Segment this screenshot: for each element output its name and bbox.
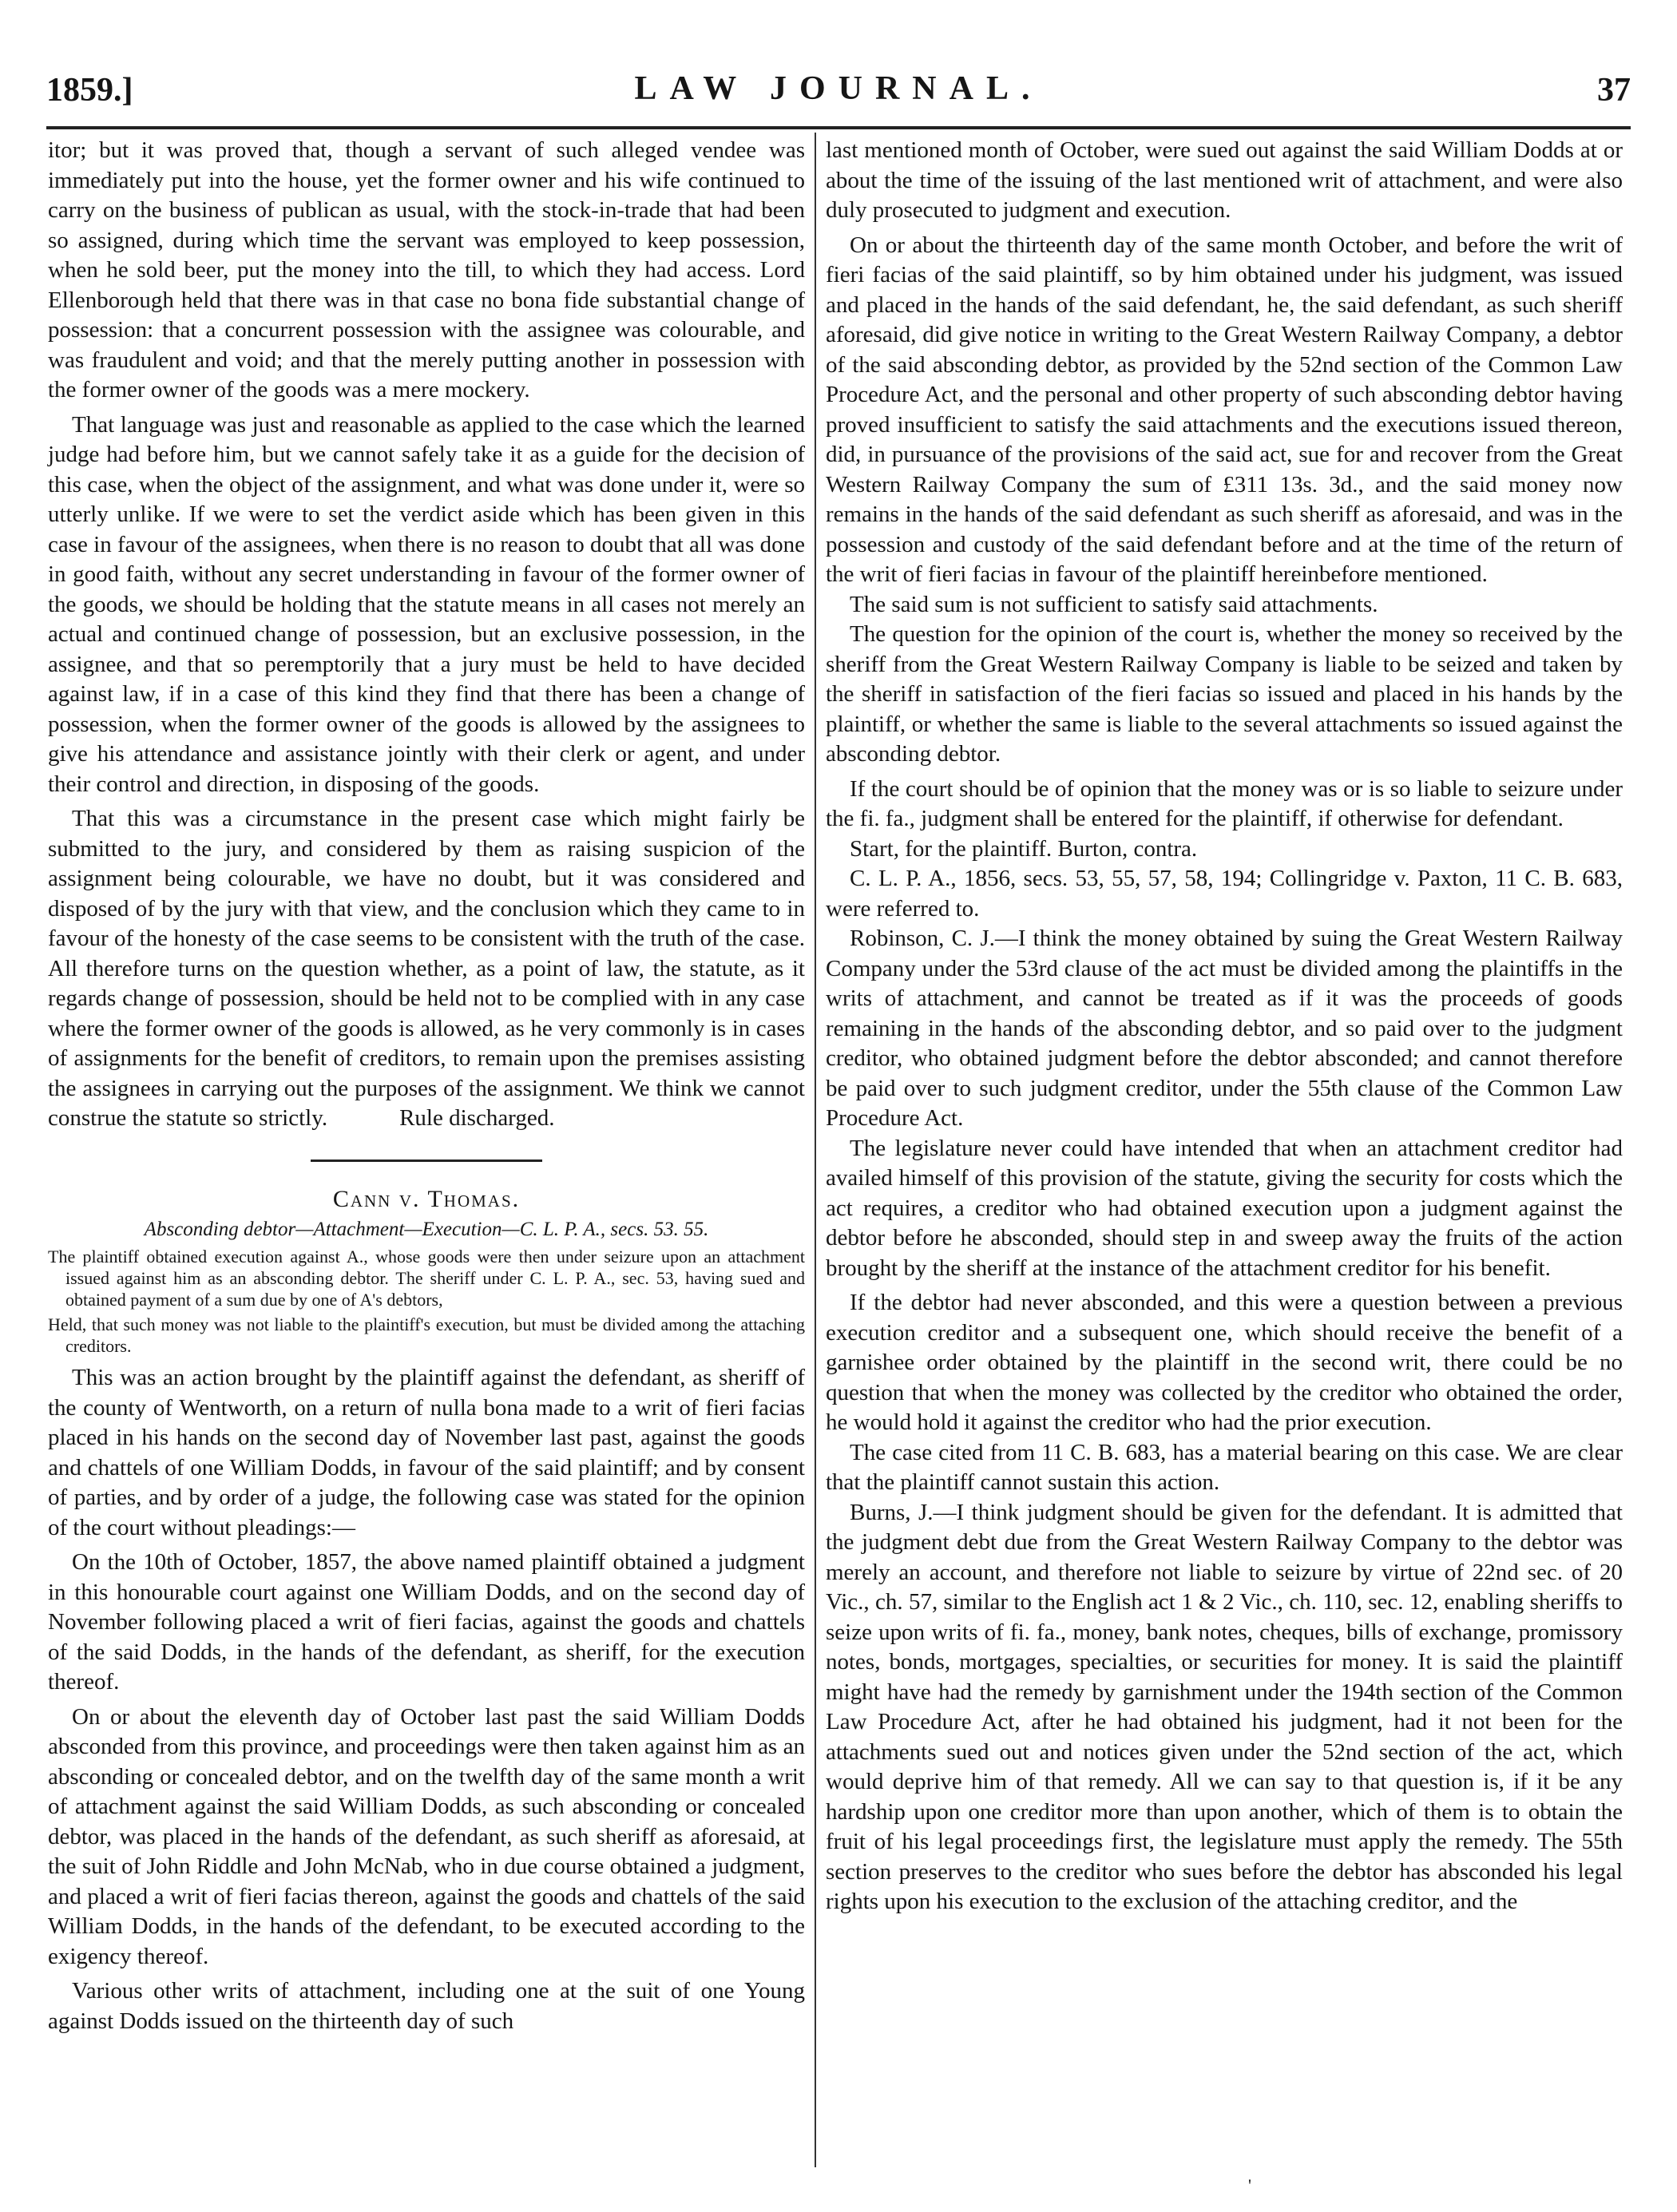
right-paragraph-11: The case cited from 11 C. B. 683, has a material bearing on this case. We are clear that the plaintiff cannot sustain this action. xyxy=(826,1439,1623,1495)
case-subject: Absconding debtor—Attachment—Execution—C. L. P. A., secs. 53. 55. xyxy=(144,1219,709,1240)
left-paragraph-6: On or about the eleventh day of October last past the said William Dodds absconded from this province, and proceedings were then taken against him as an absconding or concealed debtor, and on the twelfth day of the same month a writ of attachment against the said William Dodds, as such absconding or concealed debtor, was placed in the hands of the defendant, as such sheriff as aforesaid, at the suit of John Riddle and John McNab, who in due course obtained a judgment, and placed a writ of fieri facias thereon, against the goods and chattels of the said William Dodds, in the hands of the defendant, to be executed according to the exigency thereof. xyxy=(48,1703,805,1969)
left-paragraph-3-text: That this was a circumstance in the present case which might fairly be submitted to the jury, and considered by them as raising suspicion of the assignment being colourable, we have no doubt, but it was considered and disposed of by the jury with that view, and the conclusion which they came to in favour of the honesty of the case seems to be consistent with the truth of the case. All therefore turns on the question whether, as a point of law, the statute, as it regards change of possession, should be held not to be complied with in any case where the former owner of the goods is allowed, as he very commonly is in cases of assignments for the benefit of creditors, to remain upon the premises assisting the assignees in carrying out the purposes of the assignment. We think we cannot construe the statute so strictly. xyxy=(48,806,805,1131)
right-paragraph-2: On or about the thirteenth day of the same month October, and before the writ of fieri facias of the said plaintiff, so by him obtained under his judgment, was issued and placed in the hands of the said defendant, he, the said defendant, as such sheriff aforesaid, did give notice in writing to the Great Western Railway Company, a debtor of the said absconding debtor, as provided by the 52nd section of the Common Law Procedure Act, and the personal and other property of such absconding debtor having proved insufficient to satisfy the said attachments and the executions issued thereon, did, in pursuance of the provisions of the said act, sue for and recover from the Great Western Railway Company the sum of £311 13s. 3d., and the said money now remains in the hands of the said defendant as such sheriff as aforesaid, and was in the possession and custody of the said defendant before and at the time of the return of the writ of fieri facias in favour of the plaintiff hereinbefore mentioned. xyxy=(826,232,1623,587)
headnote-facts: The plaintiff obtained execution against A., whose goods were then under seizure upon an attachment issued against him as an absconding debtor. The sheriff under C. L. P. A., sec. 53, having sued and obtained payment of a sum due by one of A's debtors, xyxy=(48,1247,805,1310)
case-separator xyxy=(311,1160,542,1162)
right-paragraph-9: The legislature never could have intended that when an attachment creditor had availed himself of this provision of the statute, giving the security for costs which the act requires, a creditor who had obtained execution upon a judgment against the debtor before he absconded, should step in and sweep away the fruits of the action brought by the sheriff at the instance of the attachment creditor for his benefit. xyxy=(826,1135,1623,1281)
right-paragraph-7: C. L. P. A., 1856, secs. 53, 55, 57, 58, 194; Collingridge v. Paxton, 11 C. B. 683, were referred to. xyxy=(826,866,1623,922)
left-paragraph-3 xyxy=(48,804,805,1134)
right-column xyxy=(826,136,1623,1917)
right-paragraph-8: Robinson, C. J.—I think the money obtained by suing the Great Western Railway Company under the 53rd clause of the act must be divided among the plaintiffs in the writs of attachment, and cannot be treated as if it was the proceeds of goods remaining in the hands of the absconding debtor, and so paid over to the judgment creditor, who obtained judgment before the debtor absconded; and cannot therefore be paid over to such judgment creditor, under the 55th clause of the Common Law Procedure Act. xyxy=(826,926,1623,1131)
header-title: LAW JOURNAL. xyxy=(634,70,1043,107)
left-paragraph-5: On the 10th of October, 1857, the above named plaintiff obtained a judgment in this honourable court against one William Dodds, and on the second day of November following placed a writ of fieri facias, against the goods and chattels of the said Dodds, in the hands of the defendant, as sheriff, for the execution thereof. xyxy=(48,1549,805,1695)
footer-mark: ' xyxy=(1248,2175,1251,2195)
case-title: Cann v. Thomas. xyxy=(332,1185,521,1212)
left-paragraph-2: That language was just and reasonable as applied to the case which the learned judge had before him, but we cannot safely take it as a guide for the decision of this case, when the object of the assignment, and what was done under it, were so utterly unlike. If we were to set the verdict aside which has been given in this case in favour of the assignees, when there is no reason to doubt that all was done in good faith, without any secret understanding in favour of the former owner of the goods, we should be holding that the statute means in all cases not merely an actual and continued change of possession, but an exclusive possession, in the assignee, and that so peremptorily that a jury must be held to have decided against law, if in a case of this kind they find that there has been a change of possession, when the former owner of the goods is allowed by the assignees to give his attendance and assistance jointly with their clerk or agent, and under their control and direction, in disposing of the goods. xyxy=(48,411,805,797)
right-paragraph-3: The said sum is not sufficient to satisfy said attachments. xyxy=(850,591,1378,617)
left-column xyxy=(48,136,805,2036)
rule-discharged: Rule discharged. xyxy=(399,1105,555,1131)
left-paragraph-1: itor; but it was proved that, though a servant of such alleged vendee was immediately put into the house, yet the former owner and his wife continued to carry on the business of publican as usual, with the stock-in-trade that had been so assigned, during which time the servant was employed to keep possession, when he sold beer, put the money into the till, to which they had access. Lord Ellenborough held that there was in that case no bona fide substantial change of possession: that a concurrent possession with the assignee was colourable, and was fraudulent and void; and that the merely putting another in possession with the former owner of the goods was a mere mockery. xyxy=(48,137,805,402)
headnote-held: Held, that such money was not liable to the plaintiff's execution, but must be divided among the attaching creditors. xyxy=(48,1314,805,1356)
header-rule xyxy=(46,126,1631,129)
right-paragraph-12: Burns, J.—I think judgment should be given for the defendant. It is admitted that the judgment debt due from the Great Western Railway Company to the debtor was merely an account, and therefore not liable to seizure by virtue of 22nd sec. of 20 Vic., ch. 57, similar to the English act 1 & 2 Vic., ch. 110, sec. 12, enabling sheriffs to seize upon writs of fi. fa., money, bank notes, cheques, bills of exchange, promissory notes, bonds, mortgages, specialties, or securities for money. It is said the plaintiff might have had the remedy by garnishment under the 194th section of the Common Law Procedure Act, after he had obtained his judgment, had it not been for the attachments sued out and notices given under the 52nd section of the act, which would deprive him of that remedy. All we can say to that question is, if it be any hardship upon one creditor more than upon another, which of them is to obtain the fruit of his legal proceedings first, the legislature must apply the remedy. The 55th section preserves to the creditor who sues before the debtor has absconded his legal rights upon his execution to the exclusion of the attaching creditor, and the xyxy=(826,1499,1623,1914)
right-paragraph-4: The question for the opinion of the court is, whether the money so received by the sheriff from the Great Western Railway Company is liable to be seized and taken by the sheriff in satisfaction of the fieri facias so issued and placed in his hands by the plaintiff, or whether the same is liable to the several attachments so issued against the absconding debtor. xyxy=(826,621,1623,767)
right-paragraph-1: last mentioned month of October, were sued out against the said William Dodds at or about the time of the issuing of the last mentioned writ of attachment, and were also duly prosecuted to judgment and execution. xyxy=(826,137,1623,223)
left-paragraph-4: This was an action brought by the plaintiff against the defendant, as sheriff of the county of Wentworth, on a return of nulla bona made to a writ of fieri facias placed in his hands on the second day of November last past, against the goods and chattels of one William Dodds, in favour of the said plaintiff; and by consent of parties, and by order of a judge, the following case was stated for the opinion of the court without pleadings:— xyxy=(48,1365,805,1540)
left-paragraph-7: Various other writs of attachment, including one at the suit of one Young against Dodds issued on the thirteenth day of such xyxy=(48,1978,805,2034)
right-paragraph-5: If the court should be of opinion that the money was or is so liable to seizure under the fi. fa., judgment shall be entered for the plaintiff, if otherwise for defendant. xyxy=(826,775,1623,831)
header-page-number: 37 xyxy=(1597,72,1631,109)
column-divider xyxy=(815,133,816,2167)
header-year: 1859.] xyxy=(46,72,133,109)
right-paragraph-6: Start, for the plaintiff. Burton, contra. xyxy=(850,835,1198,862)
right-paragraph-10: If the debtor had never absconded, and this were a question between a previous execution creditor and a subsequent one, which should receive the benefit of a garnishee order obtained by the plaintiff in the second writ, there could be no question that when the money was collected by the creditor who obtained the order, he would hold it against the creditor who had the prior execution. xyxy=(826,1290,1623,1435)
